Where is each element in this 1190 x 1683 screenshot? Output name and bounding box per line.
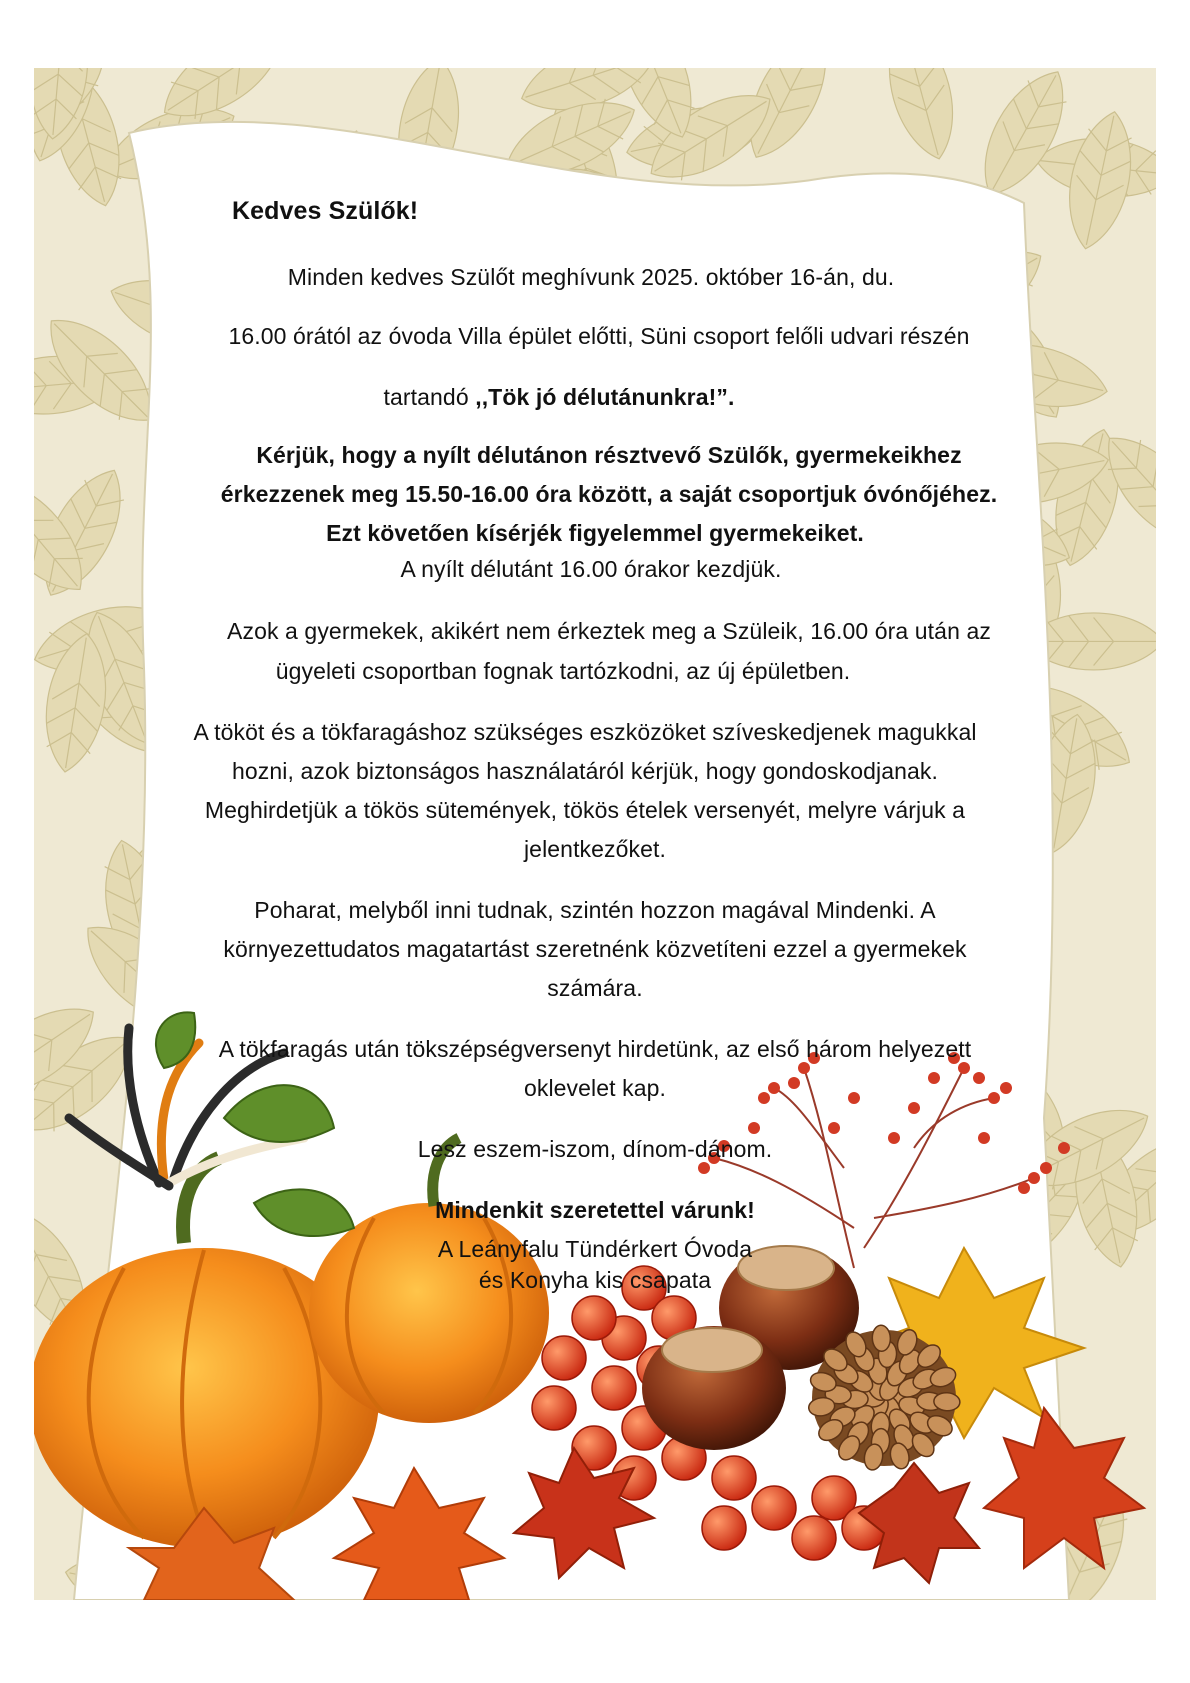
- closing-line: Mindenkit szeretettel várunk!: [435, 1197, 755, 1223]
- event-line: [0, 382, 1154, 412]
- cups-line: környezettudatos magatartást szeretnénk közvetíteni ezzel a gyermekek: [223, 936, 967, 962]
- contest-line: oklevelet kap.: [523, 1075, 667, 1101]
- intro-line: 16.00 órától az óvoda Villa épület előtti, Süni csoport felőli udvari részén: [228, 323, 970, 349]
- carving-line: Meghirdetjük a tökös sütemények, tökös ételek versenyét, melyre várjuk a: [204, 797, 966, 823]
- supervision-line: ügyeleti csoportban fognak tartózkodni, az új épületben.: [275, 658, 851, 684]
- signature-line: és Konyha kis csapata: [478, 1267, 712, 1293]
- carving-line: hozni, azok biztonságos használatáról kérjük, hogy gondoskodjanak.: [232, 758, 938, 784]
- carving-line: A tököt és a tökfaragáshoz szükséges eszközöket szíveskedjenek magukkal: [193, 719, 977, 745]
- request-line: érkezzenek meg 15.50-16.00 óra között, a saját csoportjuk óvónőjéhez.: [220, 481, 998, 507]
- contest-line: A tökfaragás után tökszépségversenyt hirdetünk, az első három helyezett: [218, 1036, 972, 1062]
- event-prefix: tartandó: [383, 384, 476, 410]
- request-line: Kérjük, hogy a nyílt délutánon résztvevő Szülők, gyermekeikhez: [256, 442, 962, 468]
- supervision-line: Azok a gyermekek, akikért nem érkeztek meg a Szüleik, 16.00 óra után az: [227, 618, 991, 644]
- feast-line: Lesz eszem-iszom, dínom-dánom.: [417, 1136, 773, 1162]
- carving-line: jelentkezőket.: [523, 836, 667, 862]
- event-name: ,,Tök jó délutánunkra!”.: [475, 384, 735, 410]
- greeting: Kedves Szülők!: [232, 197, 419, 225]
- cups-line: Poharat, melyből inni tudnak, szintén hozzon magával Mindenki. A: [254, 897, 936, 923]
- signature-line: A Leányfalu Tündérkert Óvoda: [437, 1236, 753, 1262]
- intro-line: Minden kedves Szülőt meghívunk 2025. október 16-án, du.: [287, 264, 895, 290]
- request-line: Ezt követően kísérjék figyelemmel gyermekeiket.: [326, 520, 864, 546]
- cups-line: számára.: [547, 975, 643, 1001]
- start-time: A nyílt délutánt 16.00 órakor kezdjük.: [400, 556, 782, 582]
